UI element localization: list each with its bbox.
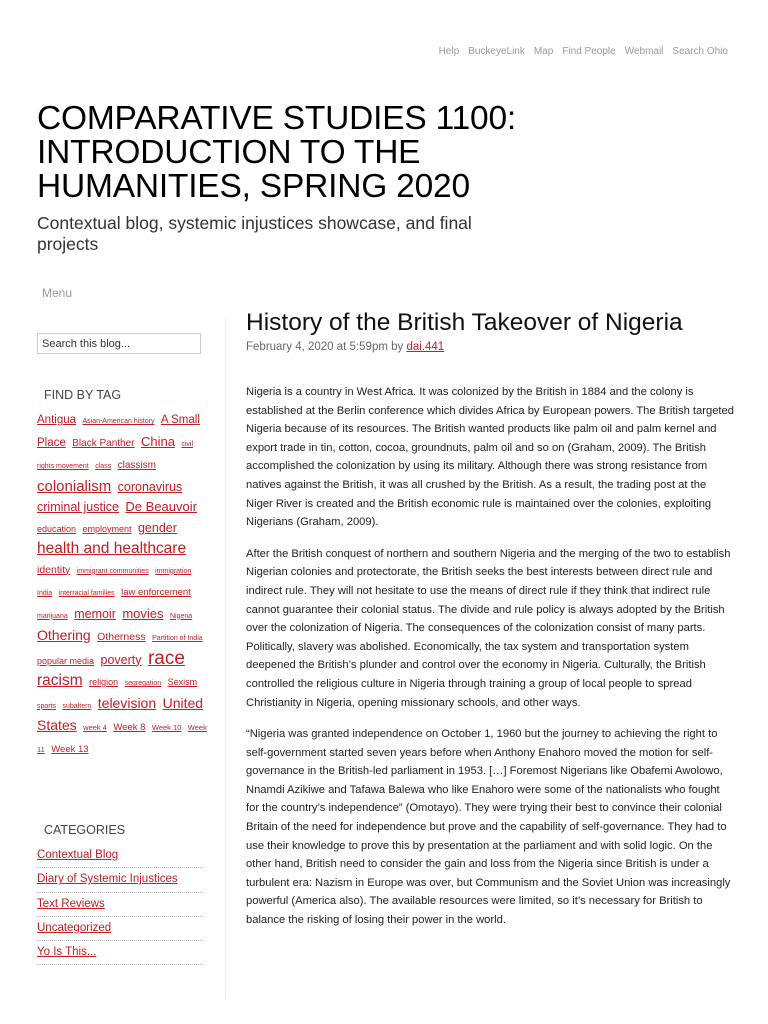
tag-link[interactable]: identity [37, 563, 71, 576]
post-paragraph: “Nigeria was granted independence on October 1, 1960 but the journey to achieving the right to self-government started seven years before when Anthony Enahoro moved the motion for self-governance in the British-led parliament in 1953. […] Foremost Nigerians like Obafemi Awolowo, Nnamdi Azikiwe and Tafawa Balewa who like Enahoro were some of the nationalists who fought for the country’s independence” (Omotayo). They were trying their best to convince their colonial Britain of the need for independence but prove and the capability of self-governance. They had to use their knowledge to prove this by presentation at the parliament and with solid logic. On the other hand, British need to consider the gain and loss from the Nigeria since British is under a turbulent era: Nazism in Europe was over, but Communism and the Soviet Union was increasingly powerful (America also). The available resources were limited, so it’s necessary for British to balance the risking of losing their power in the world. [246, 728, 731, 927]
tag-link[interactable]: class [95, 463, 112, 470]
topnav-link-help[interactable]: Help [438, 46, 460, 57]
tag-link[interactable]: A Small Place [37, 414, 200, 449]
category-link[interactable]: Yo Is This... [37, 946, 97, 959]
tag-link[interactable]: education [37, 523, 77, 534]
menu-toggle[interactable]: Menu [42, 286, 73, 300]
post-paragraph: Nigeria is a country in West Africa. It was colonized by the British in 1884 and the colony is established at the Berlin conference which divides Africa by European powers. The British targeted Nigeria because of its resources. The British wanted products like palm oil and palm kernel and export trade in tin, cotton, cocoa, groundnuts, palm oil and so on (Graham, 2009). The British accomplished the colonization by using its military. Although there was strong resistance from natives against the British, it was all crushed by the British. As a result, the trading post at the Niger River is created and the British economic rule is maintained over the colonies, exploiting Nigerians (Graham, 2009). [246, 386, 734, 529]
tag-link[interactable]: racism [37, 672, 83, 689]
tag-link[interactable]: classism [117, 460, 156, 471]
tag-link[interactable]: Othering [37, 627, 91, 643]
tag-link[interactable]: week 4 [83, 723, 107, 732]
tag-link[interactable]: immigration [155, 567, 192, 575]
post-date: February 4, 2020 at 5:59pm by [246, 341, 404, 353]
category-item [37, 893, 203, 917]
tag-link[interactable]: Antigua [37, 414, 77, 426]
tag-link[interactable]: China [140, 433, 175, 449]
tag-link[interactable]: religion [89, 677, 119, 687]
tag-link[interactable]: De Beauvoir [125, 499, 197, 514]
tag-link[interactable]: television [97, 694, 157, 711]
tag-link[interactable]: movies [122, 605, 164, 621]
category-link[interactable]: Text Reviews [37, 897, 105, 910]
tag-link[interactable]: health and healthcare [37, 540, 187, 557]
find-by-tag-heading: FIND BY TAG [44, 388, 122, 402]
category-item [37, 941, 203, 965]
tag-link[interactable]: criminal justice [37, 500, 119, 514]
tag-link[interactable]: civil rights movement [37, 440, 194, 470]
tag-link[interactable]: race [147, 647, 185, 669]
search-input[interactable] [37, 333, 201, 354]
tag-link[interactable]: Week 13 [51, 743, 89, 755]
category-item [37, 868, 203, 892]
tag-link[interactable]: Otherness [97, 631, 146, 643]
tag-link[interactable]: subaltern [62, 702, 92, 710]
tag-link[interactable]: India [37, 590, 53, 597]
tag-link[interactable]: colonialism [37, 477, 112, 495]
category-link[interactable]: Diary of Systemic Injustices [37, 873, 178, 886]
tag-link[interactable]: Black Panther [72, 437, 135, 449]
tag-link[interactable]: interracial families [58, 590, 115, 597]
topnav-link-webmail[interactable]: Webmail [624, 46, 664, 57]
topnav-link-search-ohio[interactable]: Search Ohio [672, 46, 728, 57]
post-content [246, 383, 734, 943]
topnav-link-buckeyelink[interactable]: BuckeyeLink [468, 46, 525, 57]
tag-link[interactable]: marijuana [37, 612, 68, 620]
tag-link[interactable]: sports [37, 702, 57, 710]
top-utility-nav [430, 46, 728, 57]
post-author-link[interactable]: dai.441 [406, 341, 445, 353]
tag-link[interactable]: Week 8 [113, 722, 146, 733]
category-item [37, 844, 203, 868]
category-item [37, 917, 203, 941]
tag-link[interactable]: Nigeria [169, 612, 193, 620]
category-link[interactable]: Uncategorized [37, 921, 112, 934]
tag-link[interactable]: law enforcement [121, 587, 191, 598]
topnav-link-find-people[interactable]: Find People [562, 46, 616, 57]
tag-link[interactable]: poverty [100, 652, 142, 667]
tag-link[interactable]: Partition of India [152, 635, 203, 642]
tag-link[interactable]: United States [37, 694, 204, 733]
tag-link[interactable]: segregation [124, 680, 162, 687]
site-title[interactable]: COMPARATIVE STUDIES 1100: INTRODUCTION TO THE HUMANITIES, SPRING 2020 [37, 100, 517, 205]
sidebar-divider [225, 318, 226, 998]
categories-heading: CATEGORIES [44, 823, 126, 837]
tag-link[interactable]: gender [137, 520, 177, 535]
tag-link[interactable]: memoir [74, 606, 116, 621]
post-paragraph: After the British conquest of northern and southern Nigeria and the merging of the two to establish Nigerian colonies and protectorate, the British seeks the best interests between direct rule and indirect rule. They will not hesitate to use the means of direct rule if they think that indirect rule cannot guarantee their colonial status. The divide and rule policy is always adopted by the British over the colonization of Nigeria. The consequences of the colonization consist of many parts. Politically, slavery was abolished. Economically, the tax system and transportation system deepened the British’s plunder and control over the economy in Nigeria. Culturally, the British controlled the religious culture in Nigeria through training a group of local people to spread Christianity in Nigeria, opening missionary schools, and other ways. [246, 547, 731, 709]
tag-link[interactable]: Asian-American history [82, 418, 155, 425]
tag-link[interactable]: Week 11 [37, 723, 207, 754]
tag-link[interactable]: Week 10 [151, 723, 182, 732]
categories-list [37, 844, 203, 965]
tag-link[interactable]: immigrant communities [76, 567, 149, 575]
tag-link[interactable]: popular media [37, 655, 95, 666]
topnav-link-map[interactable]: Map [533, 46, 554, 57]
tag-link[interactable]: coronavirus [117, 479, 183, 494]
tag-link[interactable]: employment [82, 523, 132, 534]
tag-link[interactable]: Sexism [167, 677, 198, 687]
post-meta [246, 341, 444, 353]
post-title: History of the British Takeover of Nigeria [246, 309, 683, 336]
category-link[interactable]: Contextual Blog [37, 849, 119, 861]
tag-cloud [37, 409, 207, 759]
site-description: Contextual blog, systemic injustices showcase, and final projects [37, 213, 472, 254]
